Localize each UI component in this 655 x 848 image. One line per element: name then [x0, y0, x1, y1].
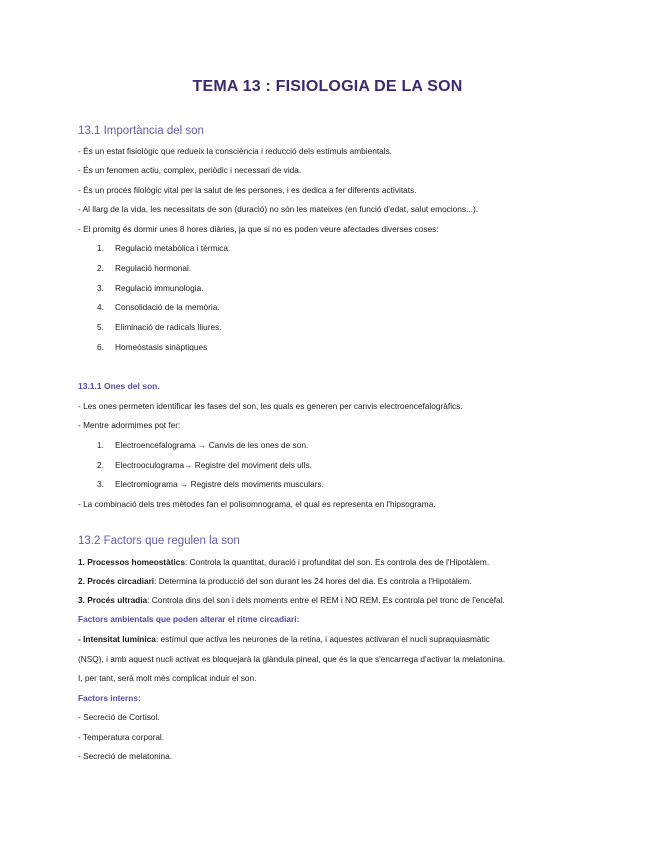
process-label: 3. Procés ultradia	[78, 595, 148, 605]
list-item	[97, 262, 191, 274]
list-number: 2.	[97, 460, 104, 470]
list-number: 6.	[97, 342, 104, 352]
bullet-line: - Al llarg de la vida, les necessitats de son (duració) no són les mateixes (en funció d'edat, salut emocions...).	[78, 204, 479, 214]
process-text: : Controla dins del son i dels moments entre el REM i NO REM. Es controla pel tronc de l'encèfal.	[147, 595, 505, 605]
list-item	[97, 242, 230, 254]
bullet-line: - És un procés filològic vital per la salut de les persones, i es dedica a fer diferents activitats.	[78, 185, 417, 195]
process-label: 1. Processos homeostàtics	[78, 557, 185, 567]
list-text: Regulació metabòlica i tèrmica.	[115, 243, 231, 253]
list-item	[97, 478, 324, 490]
list-number: 3.	[97, 283, 104, 293]
ambient-text: (NSQ), i amb aquest nucli activat es bloquejarà la glàndula pineal, que és la que s'encarrega d'activar la melatonina.	[78, 654, 506, 664]
list-number: 4.	[97, 302, 104, 312]
list-number: 1.	[97, 440, 104, 450]
ambient-text: : estímul que activa les neurones de la retina, i aquestes activaran el nucli supraquiasmàtic	[155, 634, 490, 644]
ambient-line	[78, 633, 490, 645]
process-label: 2. Procés circadiari	[78, 576, 155, 586]
bullet-line: - El promitg és dormir unes 8 hores diàries, ja que si no es poden veure afectades diverses coses:	[78, 224, 439, 234]
bullet-period: .	[433, 499, 436, 509]
list-item	[97, 439, 308, 451]
process-text: : Controla la quantitat, duració i profunditat del son. Es controla des de l'Hipotàlem.	[185, 557, 490, 567]
bullet-line: - És un estat fisiològic que redueix la consciència i reducció dels estímuls ambientals.	[78, 146, 393, 156]
list-item	[97, 282, 204, 294]
ambient-line	[78, 653, 505, 665]
list-text: Electroencefalograma → Canvis de les ones de son.	[115, 440, 309, 450]
bullet-line: - És un fenomen actiu, complex, periòdic i necessari de vida.	[78, 165, 302, 175]
process-text: : Determina la producció del son durant les 24 hores del dia. Es controla a l'Hipotàlem.	[154, 576, 472, 586]
bullet-text: - La combinació dels tres mètodes fan el polisomnograma, el qual es representa en l'hipsograma	[78, 499, 434, 509]
internal-factors-heading: Factors interns:	[78, 693, 141, 703]
list-text: Regulació immunologia.	[115, 283, 204, 293]
process-line	[78, 575, 472, 587]
list-number: 5.	[97, 322, 104, 332]
bullet-line	[78, 498, 436, 510]
list-text: Homeòstasis sinàptiques	[115, 342, 208, 352]
process-line	[78, 556, 489, 568]
bullet-line: - Les ones permeten identificar les fases del son, les quals es generen per canvis electroencefalogràfics.	[78, 401, 463, 411]
ambient-factors-heading: Factors ambientals que poden alterar el ritme circadiari:	[78, 614, 300, 624]
list-item	[97, 459, 312, 471]
list-text: Regulació hormonal.	[115, 263, 192, 273]
ambient-label: - Intensitat lumínica	[78, 634, 156, 644]
internal-factor-item: - Temperatura corporal.	[78, 732, 165, 742]
list-number: 2.	[97, 263, 104, 273]
list-number: 1.	[97, 243, 104, 253]
list-text: Electromiograma → Registre dels moviments musculars.	[115, 479, 324, 489]
process-line	[78, 594, 505, 606]
section-heading-importancia: 13.1 Importància del son	[78, 125, 204, 137]
internal-factor-item: - Secreció de melatonina.	[78, 751, 173, 761]
list-item	[97, 321, 222, 333]
list-text: Consolidació de la memòria.	[115, 302, 220, 312]
ambient-text: I, per tant, serà molt més complicat induir el son.	[78, 673, 257, 683]
page-title: TEMA 13 : FISIOLOGIA DE LA SON	[192, 78, 463, 95]
list-number: 3.	[97, 479, 104, 489]
list-item	[97, 341, 207, 353]
list-text: Eliminació de radicals lliures.	[115, 322, 222, 332]
list-item	[97, 301, 220, 313]
internal-factor-item: - Secreció de Cortisol.	[78, 712, 160, 722]
section-heading-factors: 13.2 Factors que regulen la son	[78, 535, 240, 547]
subsection-heading-ones: 13.1.1 Ones del son.	[78, 381, 160, 391]
ambient-line	[78, 672, 256, 684]
bullet-line: - Mentre adormimes pot fer:	[78, 420, 181, 430]
list-text: Electrooculograma→ Registre del moviment dels ulls.	[115, 460, 312, 470]
